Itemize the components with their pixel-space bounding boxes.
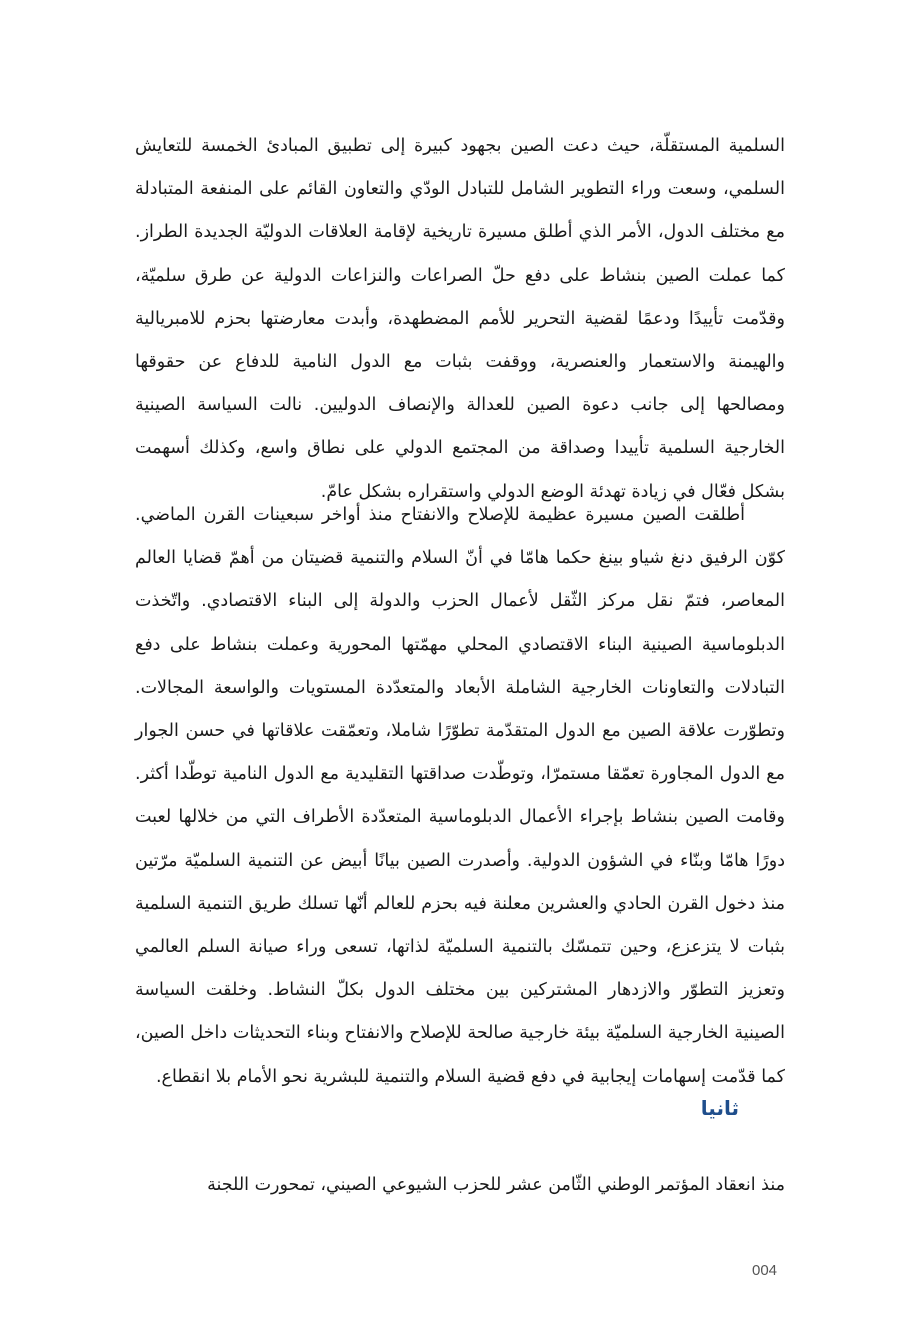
section-heading: ثانيا — [700, 1096, 739, 1120]
page-number: 004 — [752, 1262, 778, 1279]
body-paragraph-continued: السلمية المستقلّة، حيث دعت الصين بجهود كبيرة إلى تطبيق المبادئ الخمسة للتعايش السلمي، وسعت وراء التطوير الشامل للتبادل الودّي والتعاون القائم على المنفعة المتبادلة مع مختلف الدول، الأمر الذي أطلق مسيرة تاريخية لإقامة العلاقات الدوليّة الجديدة الطراز. كما عملت الصين بنشاط على دفع حلّ الصراعات والنزاعات الدولية عن طرق سلميّة، وقدّمت تأييدًا ودعمًا لقضية التحرير للأمم المضطهدة، وأبدت معارضتها بحزم للامبريالية والهيمنة والاستعمار والعنصرية، ووقفت بثبات مع الدول النامية للدفاع عن حقوقها ومصالحها إلى جانب دعوة الصين للعدالة والإنصاف الدوليين. نالت السياسة الصينية الخارجية السلمية تأييدا وصداقة من المجتمع الدولي على نطاق واسع، وكذلك أسهمت بشكل فعّال في زيادة تهدئة الوضع الدولي واستقراره بشكل عامّ. — [135, 136, 785, 502]
body-paragraph-reform-opening: أطلقت الصين مسيرة عظيمة للإصلاح والانفتاح منذ أواخر سبعينات القرن الماضي. كوّن الرفيق دنغ شياو بينغ حكما هامّا في أنّ السلام والتنمية قضيتان من أهمّ قضايا العالم المعاصر، فتمّ نقل مركز الثّقل لأعمال الحزب والدولة إلى البناء الاقتصادي. واتّخذت الدبلوماسية الصينية البناء الاقتصادي المحلي مهمّتها المحورية وعملت بنشاط على دفع التبادلات والتعاونات الخارجية الشاملة الأبعاد والمتعدّدة المستويات والواسعة المجالات. وتطوّرت علاقة الصين مع الدول المتقدّمة تطوّرًا شاملا، وتعمّقت علاقاتها في حسن الجوار مع الدول المجاورة تعمّقا مستمرّا، وتوطّدت صداقتها التقليدية مع الدول النامية توطّدا أكثر. وقامت الصين بنشاط بإجراء الأعمال الدبلوماسية المتعدّدة الأطراف التي من خلالها لعبت دورًا هامّا وبنّاء في الشؤون الدولية. وأصدرت الصين بيانًا أبيض عن التنمية السلميّة مرّتين منذ دخول القرن الحادي والعشرين معلنة فيه بحزم للعالم أنّها تسلك طريق التنمية السلمية بثبات لا يتزعزع، وحين تتمسّك بالتنمية السلميّة لذاتها، تسعى وراء صيانة السلم العالمي وتعزيز التطوّر والازدهار المشتركين بين مختلف الدول بكلّ النشاط. وخلقت السياسة الصينية الخارجية السلميّة بيئة خارجية صالحة للإصلاح والانفتاح وبناء التحديثات داخل الصين، كما قدّمت إسهامات إيجابية في دفع قضية السلام والتنمية للبشرية نحو الأمام بلا انقطاع. — [135, 505, 785, 1087]
body-paragraph-after-heading: منذ انعقاد المؤتمر الوطني الثّامن عشر للحزب الشيوعي الصيني، تمحورت اللجنة — [207, 1175, 785, 1195]
